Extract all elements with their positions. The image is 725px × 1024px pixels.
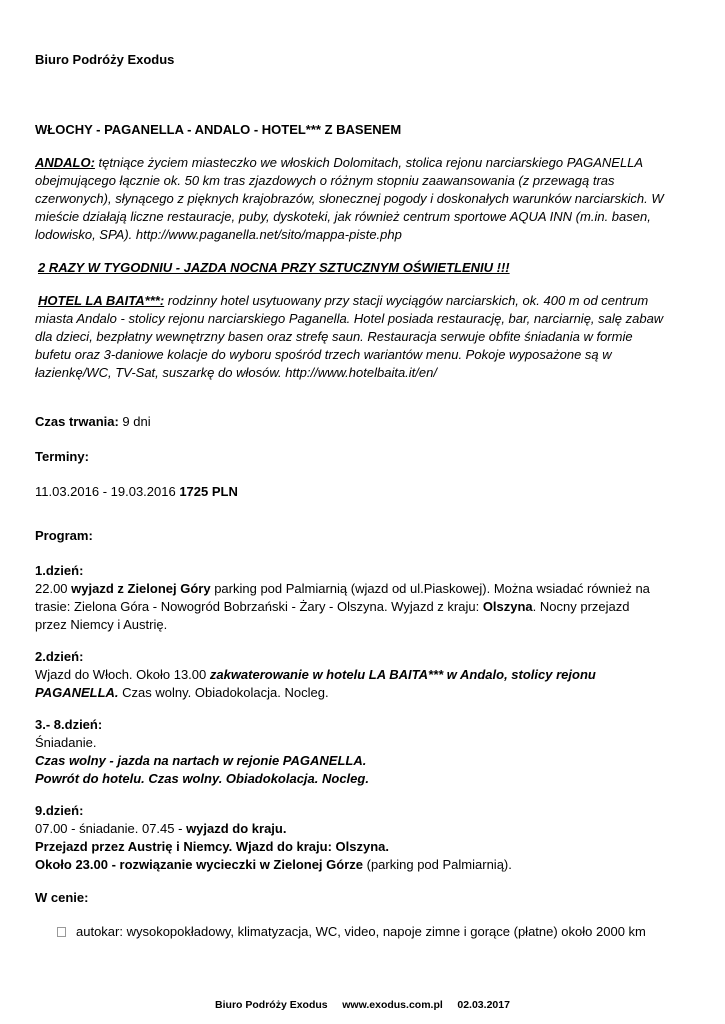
andalo-line: czerwonych), słynącego z pięknych krajobrazów, słonecznej pogody i doskonałych warunków narciarskich. W	[35, 191, 664, 206]
day-9	[35, 802, 695, 874]
andalo-label: ANDALO:	[35, 155, 95, 170]
day9-departure: wyjazd do kraju.	[186, 821, 287, 836]
company-name: Biuro Podróży Exodus	[35, 52, 175, 67]
day-1	[35, 562, 695, 634]
day-label: 2.dzień:	[35, 649, 84, 664]
footer	[0, 999, 725, 1011]
hotel-line: dla dzieci, bezpłatny wewnętrzny basen oraz strefę saun. Restauracja serwuje obfite śniadania w formie	[35, 329, 633, 344]
included-item	[35, 923, 695, 941]
day1-text: przez Niemcy i Austrię.	[35, 617, 168, 632]
day-label: 3.- 8.dzień:	[35, 717, 103, 732]
terms-dates: 11.03.2016 - 19.03.2016	[35, 484, 180, 499]
day3-8-text: Śniadanie.	[35, 735, 97, 750]
day-3-8	[35, 716, 695, 788]
day3-8-return: Powrót do hotelu. Czas wolny. Obiadokolacja. Nocleg.	[35, 771, 369, 786]
day-label: 9.dzień:	[35, 803, 84, 818]
duration-label: Czas trwania:	[35, 414, 119, 429]
day3-8-ski: Czas wolny - jazda na nartach w rejonie PAGANELLA.	[35, 753, 367, 768]
andalo-line: tętniące życiem miasteczko we włoskich Dolomitach, stolica rejonu narciarskiego PAGANELLA	[94, 155, 644, 170]
duration-value: 9 dni	[118, 414, 151, 429]
day1-text: . Nocny przejazd	[532, 599, 630, 614]
day9-transit: Przejazd przez Austrię i Niemcy. Wjazd do kraju: Olszyna.	[35, 839, 389, 854]
duration	[35, 413, 695, 431]
day9-text: 07.00 - śniadanie. 07.45 -	[35, 821, 187, 836]
footer-company: Biuro Podróży Exodus	[215, 999, 328, 1011]
included-item-text: autokar: wysokopokładowy, klimatyzacja, WC, video, napoje zimne i gorące (płatne) około 2000 km	[76, 924, 646, 939]
andalo-line: lodowisko, SPA). http://www.paganella.net/sito/mappa-piste.php	[35, 227, 402, 242]
day-2	[35, 648, 695, 702]
hotel-line: łazienkę/WC, TV-Sat, suszarkę do włosów. http://www.hotelbaita.it/en/	[35, 365, 437, 380]
footer-date: 02.03.2017	[457, 999, 510, 1011]
day1-border: Olszyna	[482, 599, 533, 614]
included-label: W cenie:	[35, 890, 89, 905]
page-title: WŁOCHY - PAGANELLA - ANDALO - HOTEL*** Z BASENEM	[35, 122, 402, 137]
footer-website: www.exodus.com.pl	[342, 999, 443, 1011]
day2-accommodation: zakwaterowanie w hotelu LA BAITA*** w Andalo, stolicy rejonu	[209, 667, 596, 682]
day2-text: Czas wolny. Obiadokolacja. Nocleg.	[118, 685, 329, 700]
terms-row	[35, 483, 695, 501]
bullet-icon	[57, 927, 66, 937]
terms-label: Terminy:	[35, 449, 89, 464]
day1-text: trasie: Zielona Góra - Nowogród Bobrzański - Żary - Olszyna. Wyjazd z kraju:	[35, 599, 483, 614]
day1-text: parking pod Palmiarnią (wjazd od ul.Piaskowej). Można wsiadać również na	[210, 581, 650, 596]
hotel-line: bufetu oraz 3-daniowe kolacje do wyboru spośród trzech wariantów menu. Pokoje wyposażone są w	[35, 347, 612, 362]
day2-text: Wjazd do Włoch. Około 13.00	[35, 667, 210, 682]
day9-text: (parking pod Palmiarnią).	[363, 857, 512, 872]
day9-end: Około 23.00 - rozwiązanie wycieczki w Zielonej Górze	[35, 857, 364, 872]
night-ski-notice: 2 RAZY W TYGODNIU - JAZDA NOCNA PRZY SZTUCZNYM OŚWIETLENIU !!!	[38, 260, 510, 275]
hotel-label: HOTEL LA BAITA***:	[38, 293, 165, 308]
day2-accommodation: PAGANELLA.	[35, 685, 119, 700]
terms-price: 1725 PLN	[179, 484, 238, 499]
hotel-line: rodzinny hotel usytuowany przy stacji wyciągów narciarskich, ok. 400 m od centrum	[164, 293, 649, 308]
day1-departure: wyjazd z Zielonej Góry	[71, 581, 211, 596]
program-label: Program:	[35, 528, 93, 543]
hotel-line: miasta Andalo - stolicy rejonu narciarskiego Paganella. Hotel posiada restaurację, bar, narciarnię, salę zabaw	[35, 311, 664, 326]
hotel-description	[35, 292, 698, 382]
andalo-description	[35, 154, 695, 244]
day-label: 1.dzień:	[35, 563, 84, 578]
andalo-line: obejmującego łącznie ok. 50 km tras zjazdowych o różnym stopniu zaawansowania (z przewagą tras	[35, 173, 615, 188]
andalo-line: mieście działają liczne restauracje, puby, dyskoteki, jak również centrum sportowe AQUA INN (m.in. basen,	[35, 209, 651, 224]
day1-text: 22.00	[35, 581, 72, 596]
